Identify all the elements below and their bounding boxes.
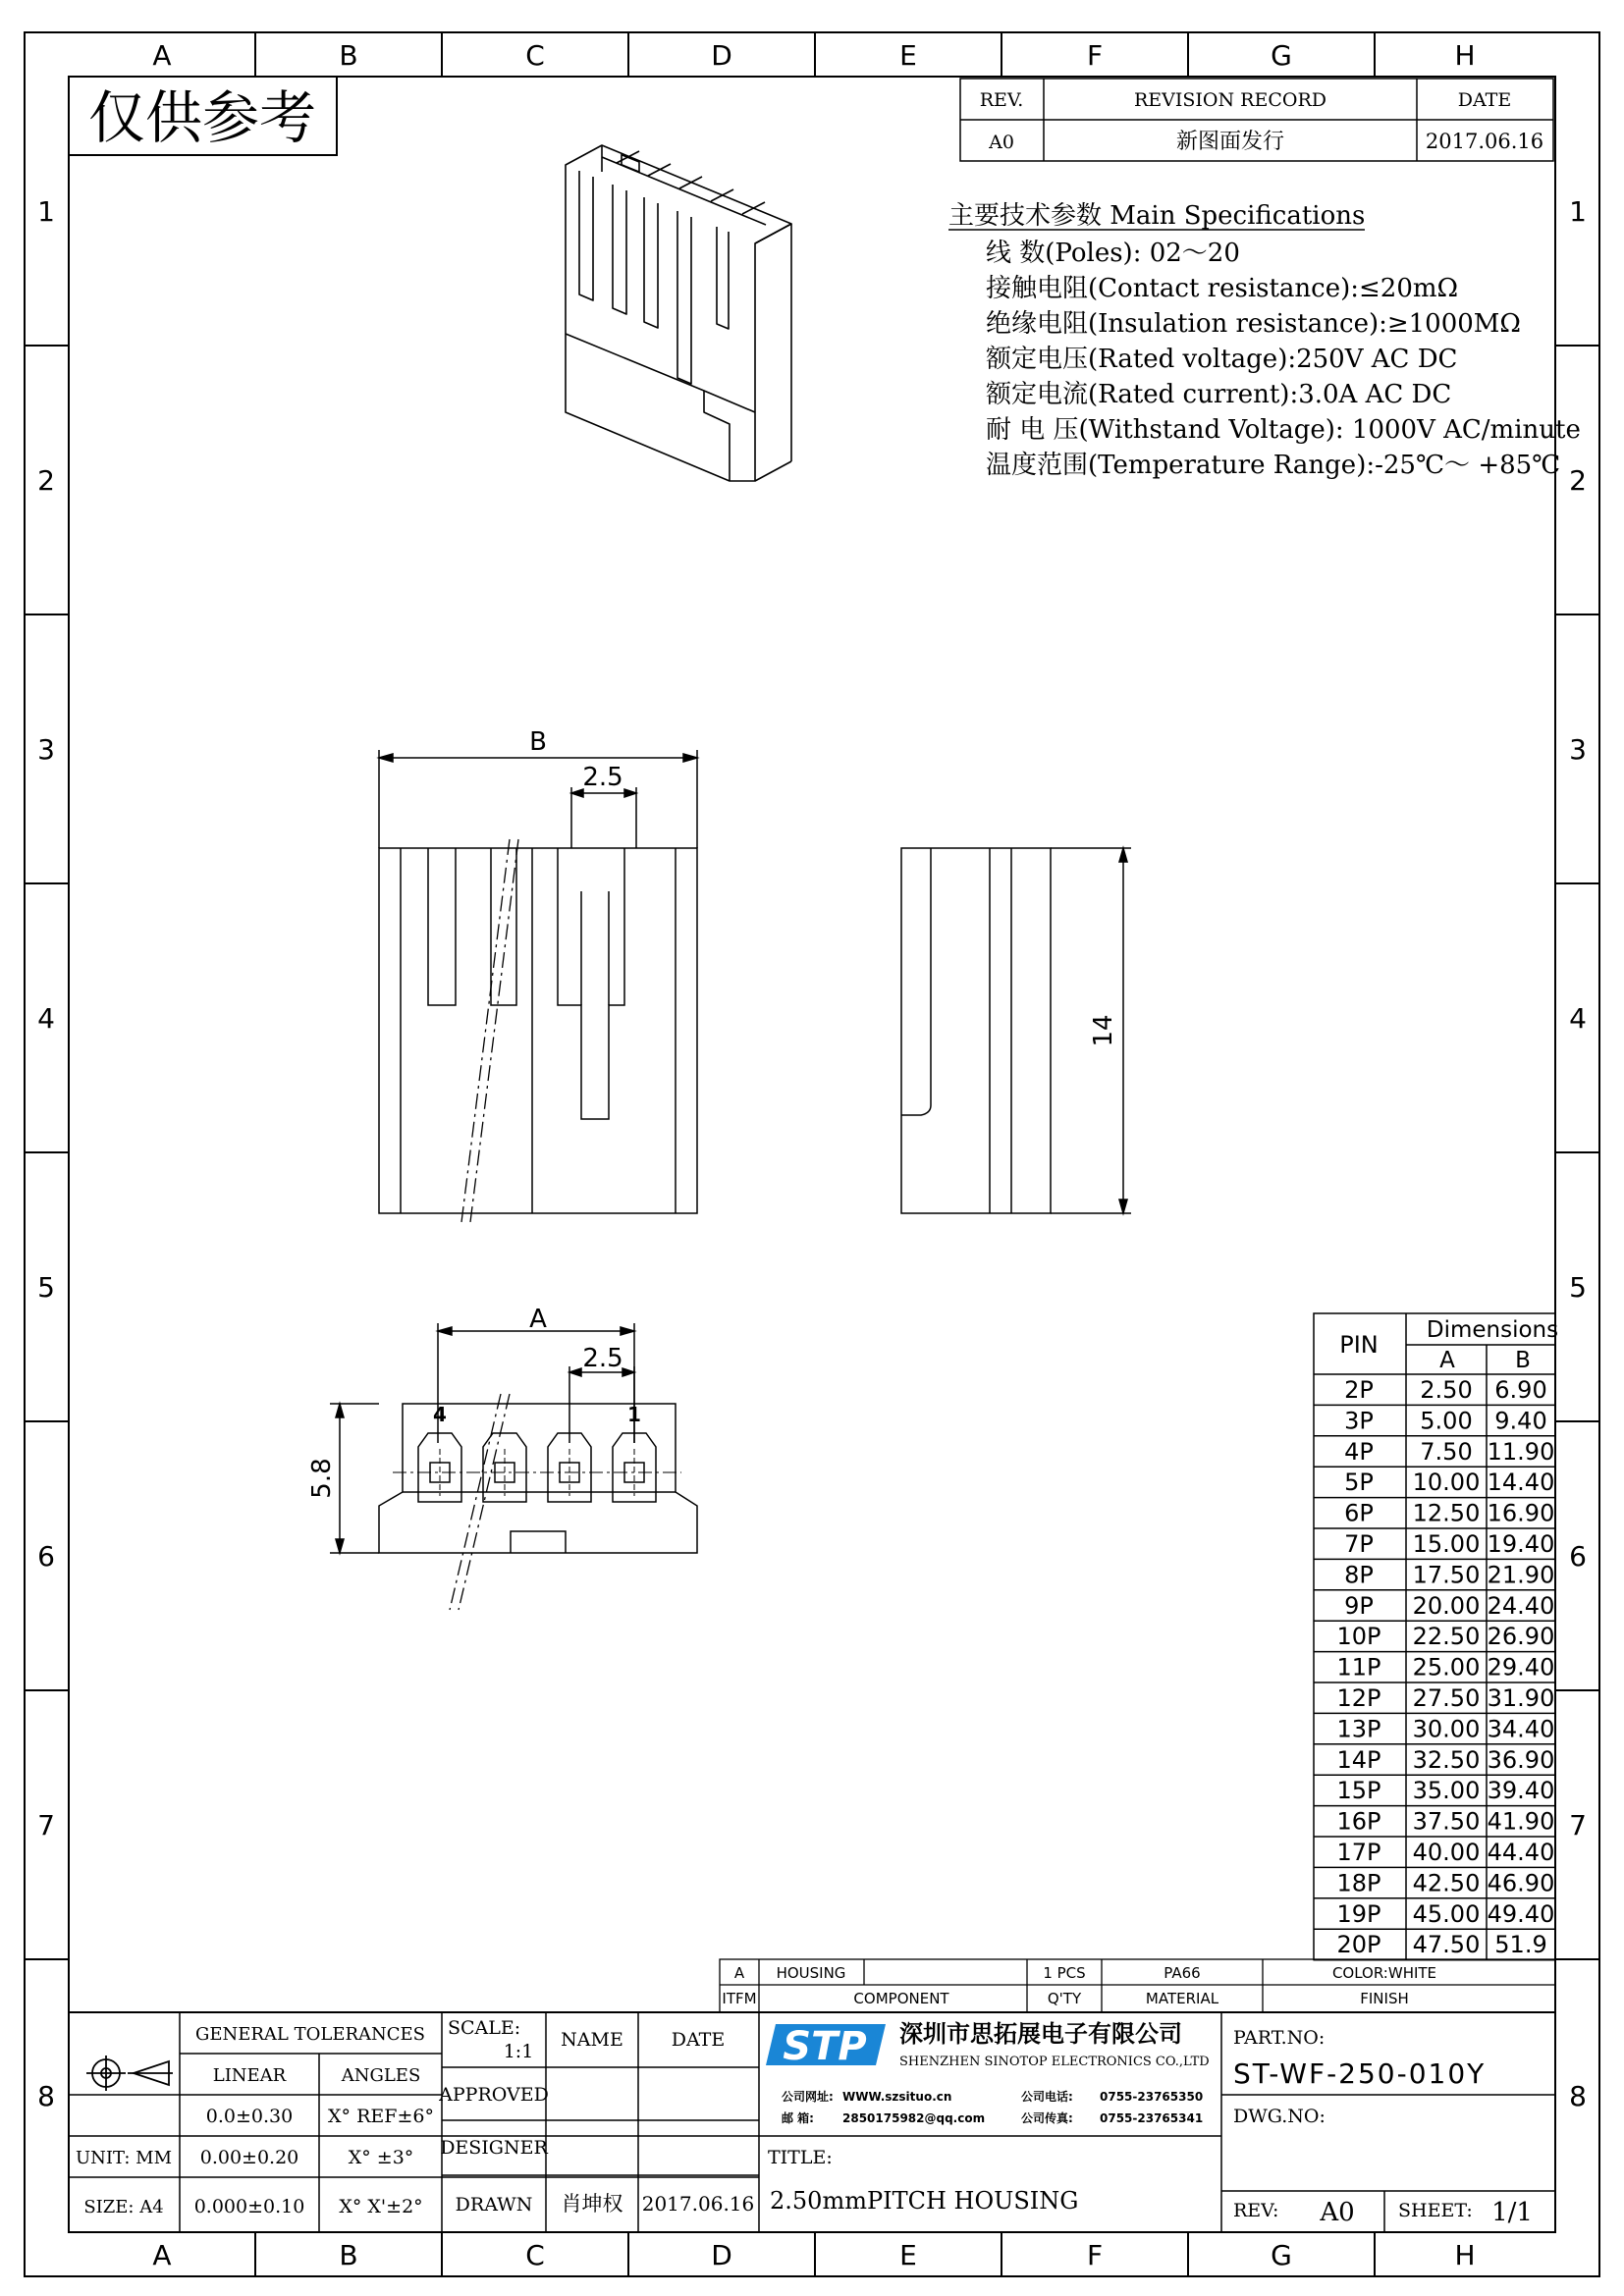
tolerance-angle-1: X° REF±6° [328, 2106, 434, 2127]
dim-table-b-cell: 26.90 [1487, 1623, 1555, 1651]
dim-table-b-cell: 39.40 [1487, 1777, 1555, 1805]
row-label-right: 4 [1569, 1002, 1587, 1035]
dim-table-pin-cell: 10P [1336, 1623, 1381, 1651]
dim-table-col-b: B [1515, 1348, 1531, 1373]
dim-table-pin-cell: 7P [1344, 1530, 1374, 1558]
row-label-left: 8 [37, 2080, 55, 2112]
dim-table-col-a: A [1439, 1348, 1455, 1373]
spec-line-insulation: 绝缘电阻(Insulation resistance):≥1000MΩ [986, 309, 1521, 339]
spec-line-temperature: 温度范围(Temperature Range):-25℃～ +85℃ [986, 451, 1561, 480]
bom-header-item: ITFM [722, 1990, 757, 2007]
tolerance-linear-1: 0.0±0.30 [205, 2106, 294, 2127]
row-label-left: 5 [37, 1271, 55, 1304]
bom-header-material: MATERIAL [1145, 1990, 1219, 2007]
title-label: TITLE: [768, 2147, 833, 2168]
dim-table-b-cell: 24.40 [1487, 1591, 1555, 1620]
bom-finish: COLOR:WHITE [1331, 1964, 1437, 1982]
row-labels-left [37, 195, 55, 2112]
isometric-view [566, 145, 791, 481]
dimension-pitch-front-label: 2.5 [582, 763, 623, 792]
spec-line-withstand: 耐 电 压(Withstand Voltage): 1000V AC/minute [986, 415, 1581, 445]
dim-table-a-cell: 47.50 [1412, 1931, 1481, 1959]
dim-table-a-cell: 32.50 [1412, 1745, 1481, 1774]
row-label-right: 5 [1569, 1271, 1587, 1304]
column-label-top: C [525, 39, 545, 72]
dim-table-b-cell: 16.90 [1487, 1499, 1555, 1527]
column-label-top: F [1086, 39, 1104, 72]
column-label-bottom: B [339, 2239, 358, 2271]
column-label-top: G [1271, 39, 1292, 72]
spec-title: 主要技术参数 Main Specifications [948, 201, 1366, 231]
revision-table [960, 79, 1553, 161]
dim-table-b-cell: 31.90 [1487, 1684, 1555, 1712]
dimension-height-label: 14 [1089, 1014, 1118, 1047]
row-label-left: 7 [37, 1809, 55, 1842]
dim-table-b-cell: 11.90 [1487, 1437, 1555, 1466]
column-label-top: A [152, 39, 172, 72]
column-label-top: D [711, 39, 732, 72]
bom-qty: 1 PCS [1043, 1964, 1086, 1982]
sheet-label: SHEET: [1398, 2200, 1473, 2221]
column-label-bottom: A [152, 2239, 172, 2271]
tolerance-angle-2: X° ±3° [348, 2147, 414, 2168]
angles-label: ANGLES [341, 2065, 421, 2086]
sheet-value: 1/1 [1491, 2198, 1533, 2227]
tolerance-angle-3: X° X'±2° [339, 2196, 423, 2217]
drawn-date: 2017.06.16 [641, 2192, 755, 2216]
dimension-pitch-bottom-label: 2.5 [582, 1344, 623, 1373]
company-fax: 0755-23765341 [1100, 2111, 1204, 2125]
company-name-cn: 深圳市思拓展电子有限公司 [899, 2020, 1182, 2048]
revision-header-record: REVISION RECORD [1134, 89, 1326, 111]
row-label-right: 6 [1569, 1540, 1587, 1573]
dim-table-a-cell: 25.00 [1412, 1653, 1481, 1682]
spec-line-contact: 接触电阻(Contact resistance):≤20mΩ [986, 274, 1459, 303]
bom-header-finish: FINISH [1360, 1990, 1409, 2007]
column-label-bottom: C [525, 2239, 545, 2271]
column-label-bottom: H [1454, 2239, 1476, 2271]
dim-table-a-cell: 35.00 [1412, 1777, 1481, 1805]
pin-number-first: 1 [627, 1403, 641, 1426]
projection-symbol-icon [86, 2056, 173, 2091]
dim-table-a-cell: 27.50 [1412, 1684, 1481, 1712]
rev-label: REV: [1233, 2200, 1279, 2221]
column-label-bottom: E [899, 2239, 917, 2271]
dim-table-a-cell: 5.00 [1420, 1407, 1473, 1435]
dim-table-b-cell: 41.90 [1487, 1807, 1555, 1836]
drawn-label: DRAWN [455, 2194, 533, 2216]
row-label-left: 1 [37, 195, 55, 228]
company-site-label: 公司网址: [782, 2090, 834, 2104]
linear-label: LINEAR [212, 2065, 287, 2086]
drawn-name: 肖坤权 [561, 2192, 623, 2216]
front-view [379, 750, 697, 1222]
dim-table-pin-cell: 2P [1344, 1376, 1374, 1404]
dim-table-pin-cell: 16P [1336, 1807, 1381, 1836]
row-label-right: 7 [1569, 1809, 1587, 1842]
revision-row-record: 新图面发行 [1175, 130, 1285, 154]
dim-table-a-cell: 45.00 [1412, 1899, 1481, 1928]
revision-header-date: DATE [1457, 89, 1512, 111]
dim-table-b-cell: 51.9 [1494, 1931, 1547, 1959]
company-mail: 2850175982@qq.com [842, 2111, 986, 2125]
column-label-bottom: G [1271, 2239, 1292, 2271]
bom-header-qty: Q'TY [1047, 1990, 1082, 2007]
column-label-top: B [339, 39, 358, 72]
title-block [69, 2012, 1555, 2232]
company-logo [766, 2024, 886, 2069]
dim-table-pin-cell: 4P [1344, 1437, 1374, 1466]
scale-label: SCALE: [448, 2017, 521, 2039]
bom-item: A [733, 1964, 745, 1982]
dim-table-b-cell: 21.90 [1487, 1561, 1555, 1589]
dim-table-a-cell: 37.50 [1412, 1807, 1481, 1836]
dim-table-pin-cell: 18P [1336, 1869, 1381, 1897]
watermark-box [69, 77, 337, 155]
date-header: DATE [671, 2029, 726, 2051]
column-labels-top [152, 39, 1475, 72]
column-label-bottom: D [711, 2239, 732, 2271]
dim-table-a-cell: 30.00 [1412, 1715, 1481, 1743]
bom-name: HOUSING [776, 1964, 846, 1982]
part-no-value: ST-WF-250-010Y [1233, 2057, 1487, 2090]
company-tel-label: 公司电话: [1021, 2090, 1073, 2104]
dim-table-b-cell: 49.40 [1487, 1899, 1555, 1928]
dim-table-pin-header: PIN [1339, 1331, 1379, 1359]
revision-header-rev: REV. [979, 89, 1024, 111]
part-no-label: PART.NO: [1233, 2027, 1326, 2049]
bom-table [720, 1959, 1555, 2012]
company-site: WWW.szsituo.cn [842, 2090, 952, 2104]
dim-table-a-cell: 22.50 [1412, 1623, 1481, 1651]
name-header: NAME [561, 2029, 623, 2051]
dim-table-b-cell: 34.40 [1487, 1715, 1555, 1743]
unit-label: UNIT: MM [75, 2148, 173, 2168]
dim-table-a-cell: 17.50 [1412, 1561, 1481, 1589]
dim-table-group-header: Dimensions [1426, 1317, 1559, 1343]
dim-table-b-cell: 29.40 [1487, 1653, 1555, 1682]
dimension-b-label: B [529, 727, 547, 757]
dim-table-pin-cell: 11P [1336, 1653, 1381, 1682]
scale-value: 1:1 [503, 2041, 534, 2062]
dim-table-pin-cell: 14P [1336, 1745, 1381, 1774]
company-mail-label: 邮 箱: [782, 2111, 814, 2125]
dim-table-pin-cell: 13P [1336, 1715, 1381, 1743]
row-label-left: 2 [37, 464, 55, 497]
dim-table-pin-cell: 6P [1344, 1499, 1374, 1527]
row-label-right: 2 [1569, 464, 1587, 497]
row-label-left: 4 [37, 1002, 55, 1035]
spec-line-current: 额定电流(Rated current):3.0A AC DC [986, 380, 1452, 409]
dim-table-a-cell: 42.50 [1412, 1869, 1481, 1897]
dimension-table [1314, 1313, 1558, 1960]
dim-table-pin-cell: 17P [1336, 1839, 1381, 1866]
row-label-right: 1 [1569, 195, 1587, 228]
tolerance-linear-2: 0.00±0.20 [199, 2147, 299, 2168]
tolerance-linear-3: 0.000±0.10 [193, 2196, 305, 2217]
specifications [948, 201, 1581, 480]
dim-table-a-cell: 40.00 [1412, 1839, 1481, 1866]
bom-material: PA66 [1164, 1964, 1201, 1982]
dim-table-a-cell: 15.00 [1412, 1530, 1481, 1558]
dim-table-a-cell: 10.00 [1412, 1468, 1481, 1497]
spec-line-voltage: 额定电压(Rated voltage):250V AC DC [986, 345, 1458, 374]
bom-header-component: COMPONENT [853, 1990, 949, 2007]
row-label-left: 6 [37, 1540, 55, 1573]
dim-table-pin-cell: 3P [1344, 1407, 1374, 1435]
dim-table-a-cell: 20.00 [1412, 1591, 1481, 1620]
company-fax-label: 公司传真: [1021, 2111, 1073, 2125]
dim-table-pin-cell: 5P [1344, 1468, 1374, 1497]
revision-row-date: 2017.06.16 [1425, 130, 1544, 153]
dim-table-b-cell: 14.40 [1487, 1468, 1555, 1497]
column-label-bottom: F [1086, 2239, 1104, 2271]
dwg-no-label: DWG.NO: [1233, 2106, 1326, 2127]
company-logo-text: STP [783, 2024, 867, 2069]
column-label-top: E [899, 39, 917, 72]
revision-row-rev: A0 [989, 132, 1014, 153]
column-label-top: H [1454, 39, 1476, 72]
dim-table-pin-cell: 15P [1336, 1777, 1381, 1805]
dim-table-a-cell: 7.50 [1420, 1437, 1473, 1466]
row-label-left: 3 [37, 733, 55, 766]
dim-table-pin-cell: 19P [1336, 1899, 1381, 1928]
general-tolerances-label: GENERAL TOLERANCES [194, 2024, 426, 2045]
dimension-a-label: A [529, 1305, 547, 1334]
dim-table-b-cell: 46.90 [1487, 1869, 1555, 1897]
dim-table-a-cell: 12.50 [1412, 1499, 1481, 1527]
dim-table-b-cell: 9.40 [1494, 1407, 1547, 1435]
dim-table-b-cell: 44.40 [1487, 1839, 1555, 1866]
company-tel: 0755-23765350 [1100, 2090, 1204, 2104]
row-label-right: 3 [1569, 733, 1587, 766]
spec-line-poles: 线 数(Poles): 02～20 [986, 239, 1240, 268]
column-labels-bottom [152, 2239, 1475, 2271]
dim-table-pin-cell: 8P [1344, 1561, 1374, 1589]
dim-table-b-cell: 6.90 [1494, 1376, 1547, 1404]
pin-number-last: 4 [433, 1403, 447, 1426]
size-label: SIZE: A4 [83, 2197, 164, 2217]
company-name-en: SHENZHEN SINOTOP ELECTRONICS CO.,LTD [899, 2055, 1210, 2069]
row-label-right: 8 [1569, 2080, 1587, 2112]
drawing-title: 2.50mmPITCH HOUSING [770, 2187, 1079, 2215]
approved-label: APPROVED [439, 2084, 549, 2106]
row-labels-right [1569, 195, 1587, 2112]
dim-table-a-cell: 2.50 [1420, 1376, 1473, 1404]
watermark-text: 仅供参考 [87, 84, 317, 151]
dim-table-pin-cell: 9P [1344, 1591, 1374, 1620]
bottom-view [330, 1323, 697, 1610]
dim-table-pin-cell: 20P [1336, 1931, 1381, 1959]
dimension-depth-label: 5.8 [307, 1458, 337, 1499]
dim-table-pin-cell: 12P [1336, 1684, 1381, 1712]
rev-value: A0 [1320, 2198, 1355, 2227]
dim-table-b-cell: 19.40 [1487, 1530, 1555, 1558]
designer-label: DESIGNER [440, 2137, 548, 2159]
dim-table-b-cell: 36.90 [1487, 1745, 1555, 1774]
